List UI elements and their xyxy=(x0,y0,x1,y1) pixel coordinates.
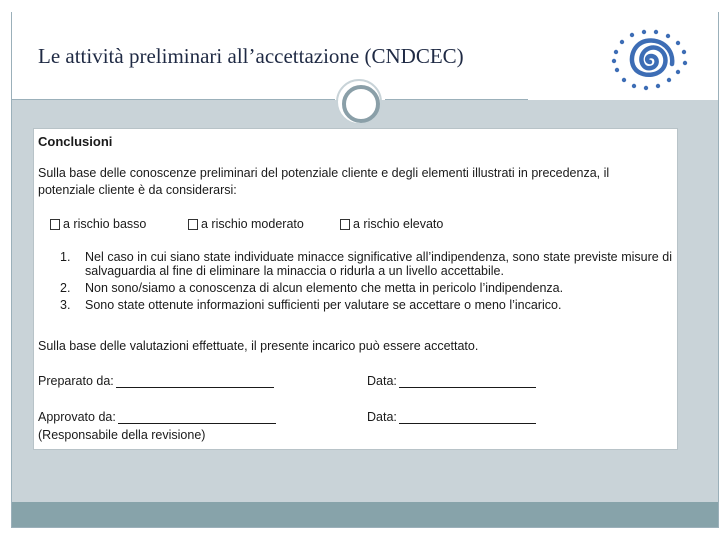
option-low-risk[interactable] xyxy=(50,217,146,231)
title-divider-right xyxy=(385,99,528,100)
points-list xyxy=(60,250,672,315)
list-item xyxy=(60,298,672,312)
bottom-band xyxy=(12,502,718,527)
prepared-by-field[interactable] xyxy=(38,374,274,388)
prepared-date-line[interactable] xyxy=(399,376,536,388)
list-text: Sono state ottenute informazioni sufficienti per valutare se accettare o meno l’incarico. xyxy=(85,298,562,312)
approved-by-line[interactable] xyxy=(118,412,276,424)
spiral-logo-icon xyxy=(608,28,692,92)
approved-by-field[interactable] xyxy=(38,410,276,424)
option-label: a rischio moderato xyxy=(201,217,304,231)
list-item xyxy=(60,281,672,295)
list-item xyxy=(60,250,672,278)
prepared-date-label: Data: xyxy=(367,374,397,388)
scanned-document xyxy=(33,128,678,450)
prepared-by-label: Preparato da: xyxy=(38,374,114,388)
role-note: (Responsabile della revisione) xyxy=(38,428,206,442)
checkbox-icon[interactable] xyxy=(340,219,350,230)
checkbox-icon[interactable] xyxy=(188,219,198,230)
prepared-by-line[interactable] xyxy=(116,376,274,388)
list-text: Non sono/siamo a conoscenza di alcun elemento che metta in pericolo l’indipendenza. xyxy=(85,281,564,295)
ring-icon xyxy=(336,79,382,125)
slide-title: Le attività preliminari all’accettazione (CNDCEC) xyxy=(38,44,464,68)
approved-date-label: Data: xyxy=(367,410,397,424)
list-number: 3. xyxy=(60,298,71,312)
checkbox-icon[interactable] xyxy=(50,219,60,230)
assessment-text: Sulla base delle valutazioni effettuate, il presente incarico può essere accettato. xyxy=(38,339,479,353)
option-label: a rischio elevato xyxy=(353,217,444,231)
approved-date-line[interactable] xyxy=(399,412,536,424)
document-heading: Conclusioni xyxy=(38,134,113,149)
approved-by-label: Approvato da: xyxy=(38,410,116,424)
prepared-date-field[interactable] xyxy=(367,374,536,388)
list-text: Nel caso in cui siano state individuate minacce significative all’indipendenza, sono state previste misure di salvaguardia al fine di eliminare la minaccia o ridurla a un livello accettabile. xyxy=(85,250,672,278)
option-high-risk[interactable] xyxy=(340,217,443,231)
list-number: 1. xyxy=(60,250,71,264)
option-moderate-risk[interactable] xyxy=(188,217,304,231)
list-number: 2. xyxy=(60,281,71,295)
option-label: a rischio basso xyxy=(63,217,147,231)
intro-text: Sulla base delle conoscenze preliminari del potenziale cliente e degli elementi illustrati in precedenza, il potenziale cliente è da considerarsi: xyxy=(38,166,610,197)
approved-date-field[interactable] xyxy=(367,410,536,424)
title-divider-left xyxy=(12,99,335,100)
